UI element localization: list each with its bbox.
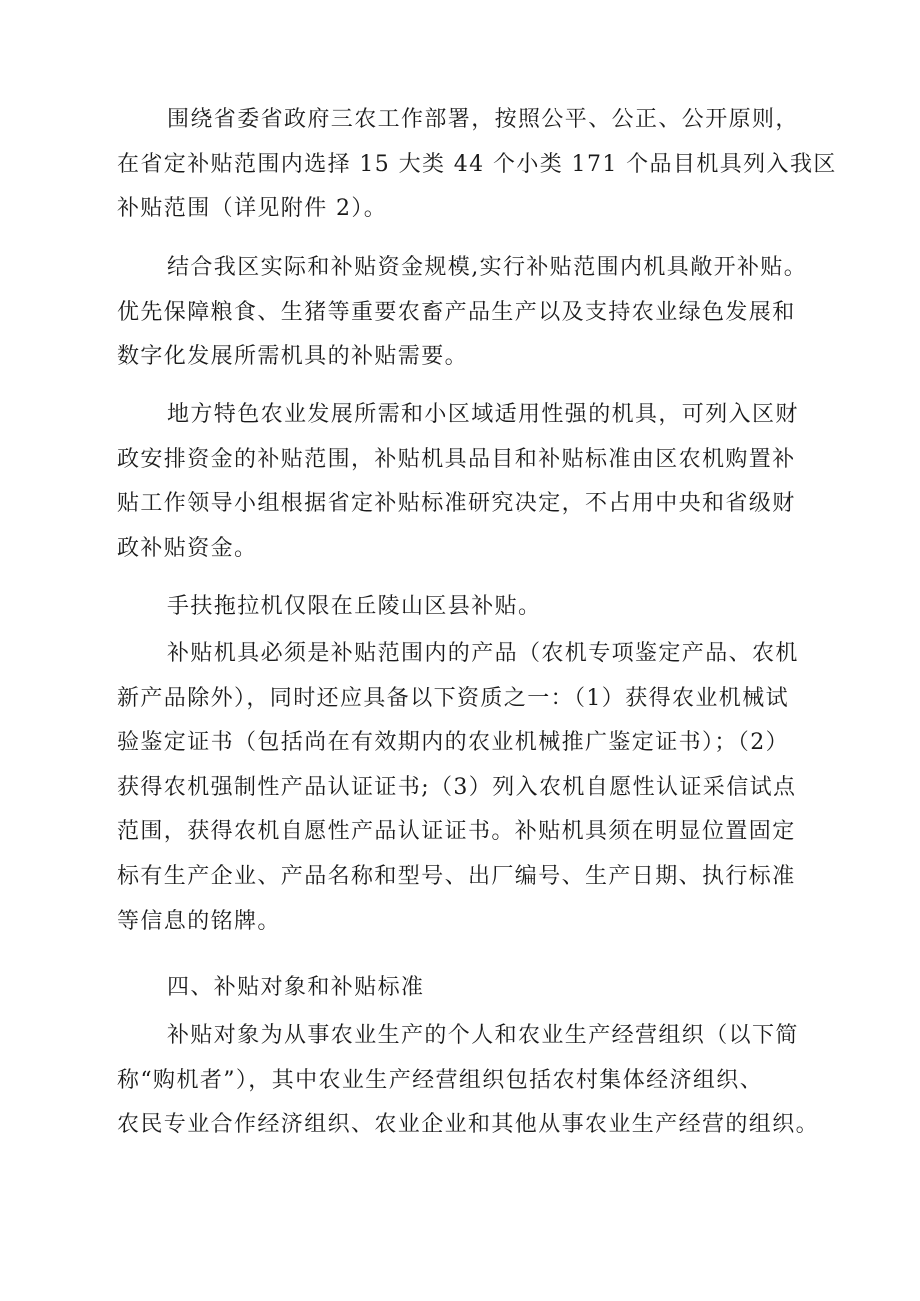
text-line: 补贴范围（详见附件 2）。 — [117, 196, 388, 222]
paragraph-subsidy-target — [117, 1014, 820, 1148]
section-heading — [117, 966, 807, 1011]
section-heading-text: 四、补贴对象和补贴标准 — [167, 975, 425, 1000]
text-line: 贴工作领导小组根据省定补贴标准研究决定，不占用中央和省级财 — [117, 491, 796, 517]
paragraph-qualification — [117, 632, 807, 944]
text-line: 在省定补贴范围内选择 15 大类 44 个小类 171 个品目机具列入我区 — [117, 151, 837, 177]
text-line: 结合我区实际和补贴资金规模,实行补贴范围内机具敞开补贴。 — [167, 255, 808, 280]
text-line: 补贴机具必须是补贴范围内的产品（农机专项鉴定产品、农机 — [167, 641, 799, 666]
text-line: 农民专业合作经济组织、农业企业和其他从事农业生产经营的组织。 — [117, 1112, 820, 1138]
text-line: 验鉴定证书（包括尚在有效期内的农业机械推广鉴定证书）；（2） — [117, 730, 789, 756]
text-line: 数字化发展所需机具的补贴需要。 — [117, 344, 469, 370]
text-line: 补贴对象为从事农业生产的个人和农业生产经营组织（以下简 — [167, 1023, 799, 1048]
paragraph-subsidy-scope — [117, 98, 837, 232]
text-line: 手扶拖拉机仅限在丘陵山区县补贴。 — [167, 594, 542, 619]
paragraph-hand-tractor — [117, 585, 807, 630]
paragraph-local-specialty — [117, 393, 807, 571]
text-line: 标有生产企业、产品名称和型号、出厂编号、生产日期、执行标准 — [117, 863, 796, 889]
text-line: 政补贴资金。 — [117, 535, 258, 561]
text-line: 新产品除外），同时还应具备以下资质之一：（1）获得农业机械试 — [117, 685, 789, 711]
text-line: 优先保障粮食、生猪等重要农畜产品生产以及支持农业绿色发展和 — [117, 299, 796, 325]
text-line: 称“购机者”），其中农业生产经营组织包括农村集体经济组织、 — [117, 1067, 764, 1093]
text-line: 获得农机强制性产品认证证书;（3）列入农机自愿性认证采信试点 — [117, 774, 797, 800]
text-line: 地方特色农业发展所需和小区域适用性强的机具，可列入区财 — [167, 402, 799, 427]
text-line: 围绕省委省政府三农工作部署，按照公平、公正、公开原则， — [167, 107, 799, 132]
text-line: 范围，获得农机自愿性产品认证证书。补贴机具须在明显位置固定 — [117, 819, 796, 845]
text-line: 等信息的铭牌。 — [117, 908, 281, 934]
paragraph-open-subsidy — [117, 246, 807, 380]
text-line: 政安排资金的补贴范围，补贴机具品目和补贴标准由区农机购置补 — [117, 446, 796, 472]
